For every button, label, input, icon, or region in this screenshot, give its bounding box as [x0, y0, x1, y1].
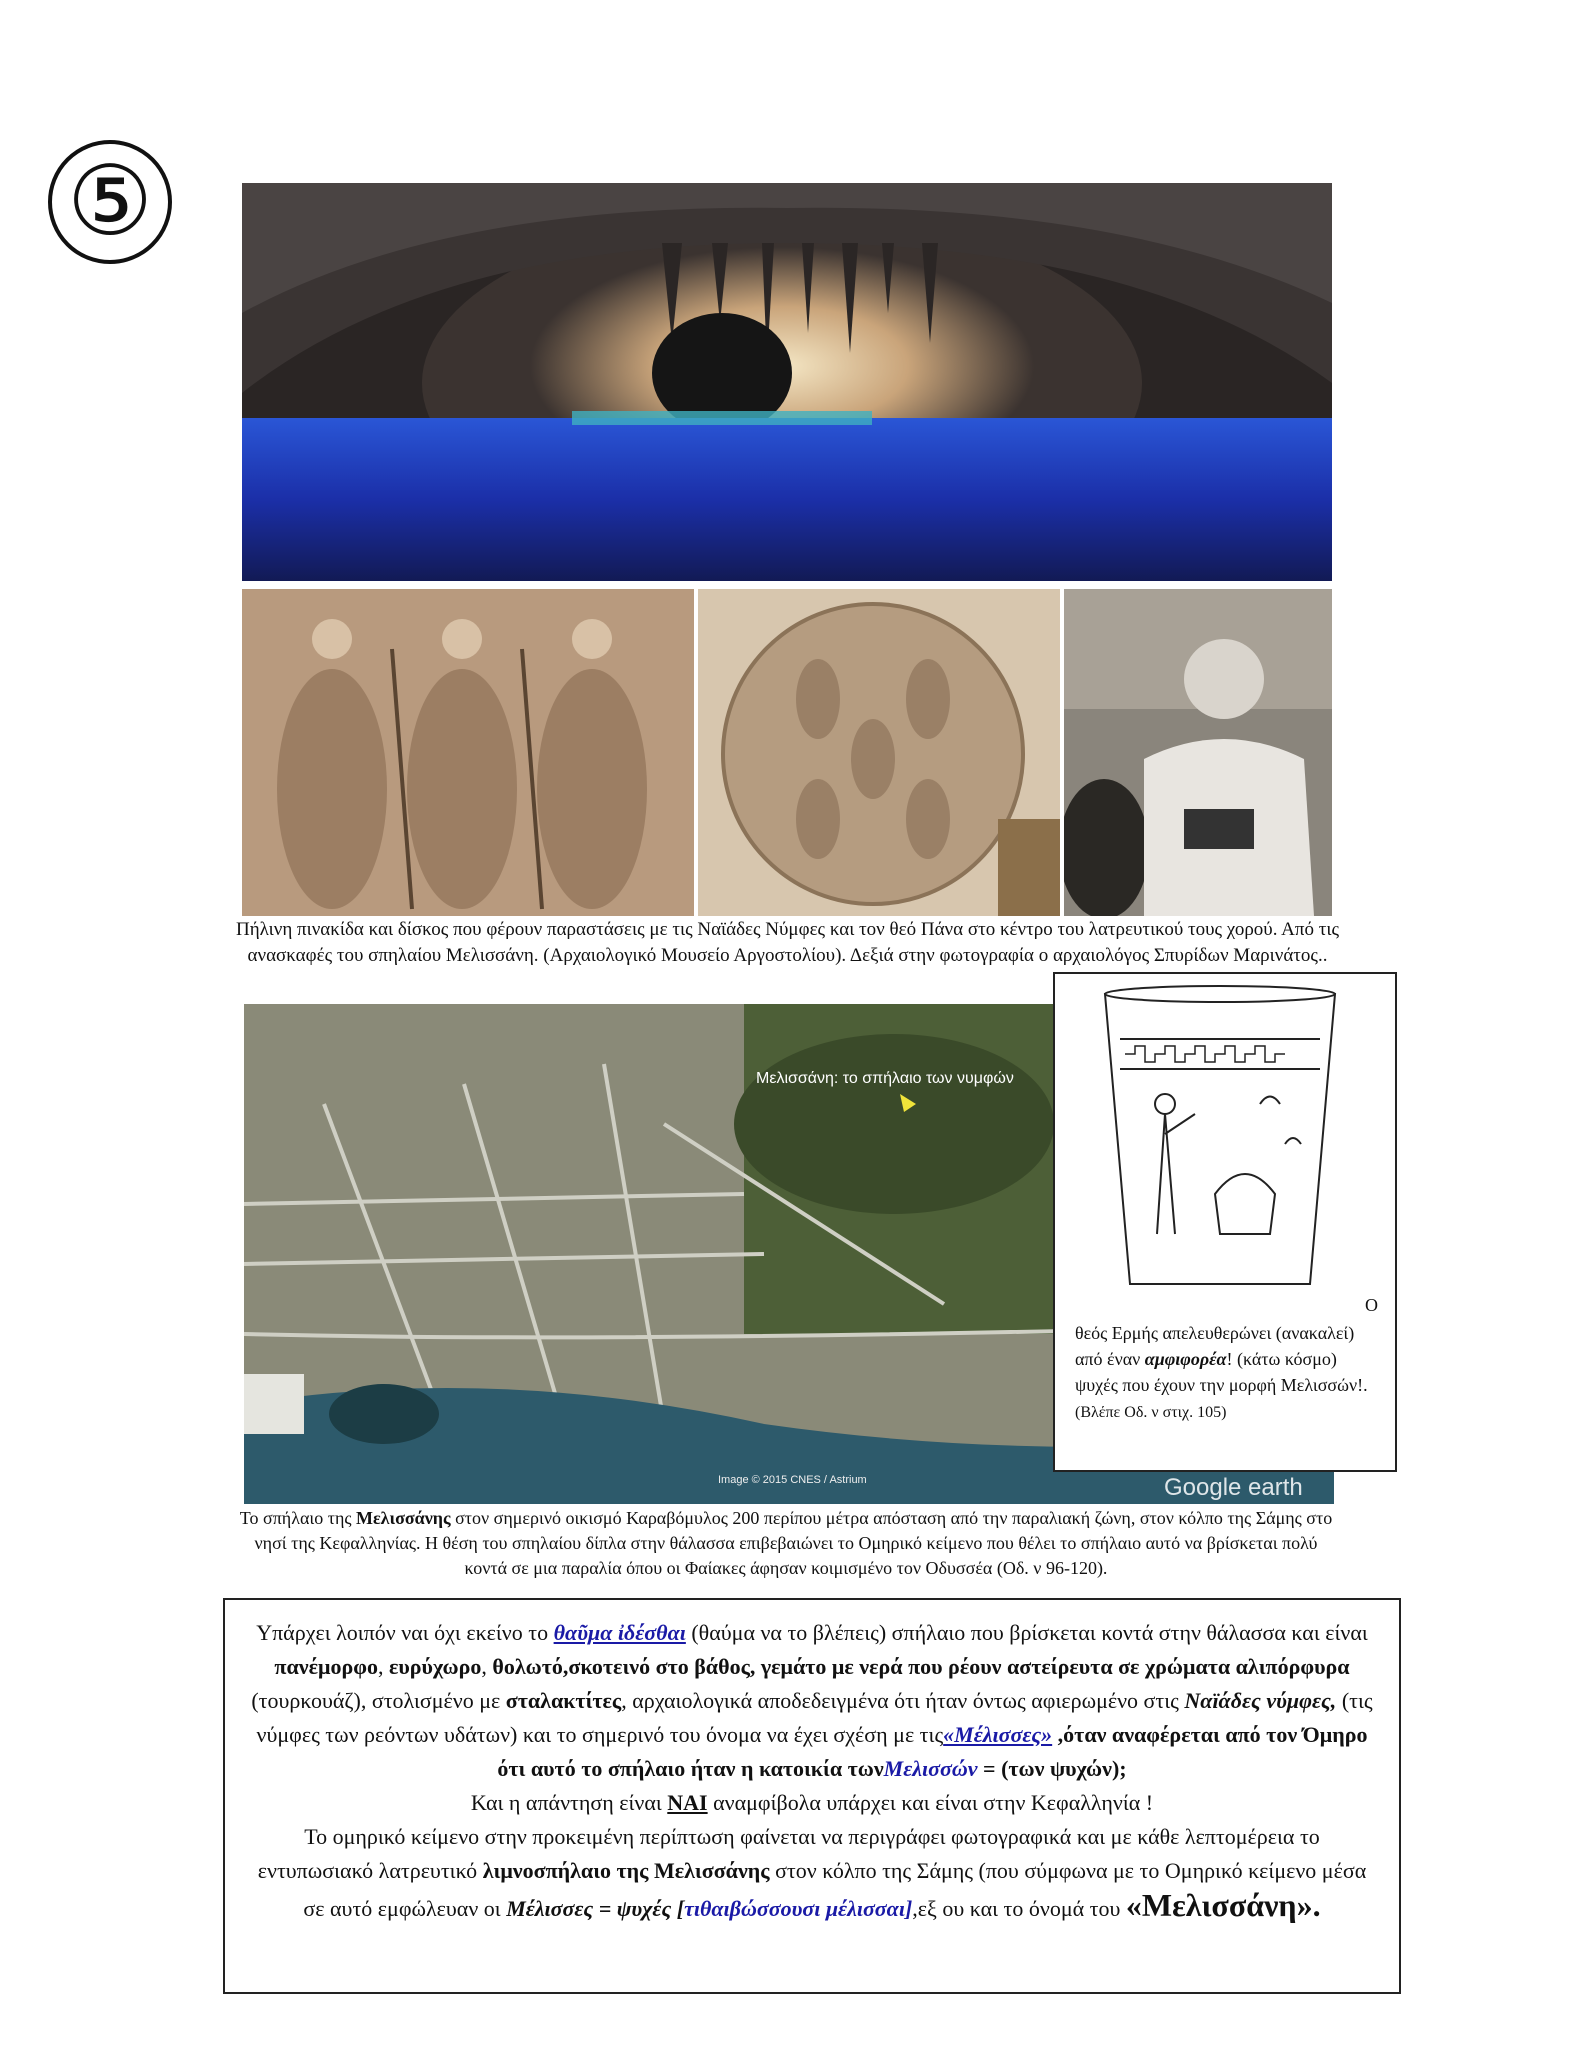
cave-photo [242, 183, 1332, 581]
vase-text-1: θεός Ερμής απελευθερώνει (ανακαλεί) από έναν [1075, 1323, 1355, 1369]
main-paragraph-1: Υπάρχει λοιπόν ναι όχι εκείνο το θαῦμα ἰδέσθαι (θαύμα να το βλέπεις) σπήλαιο που βρίσκεται κοντά στην θάλασσα και είναι πανέμορφο, ευρύχωρο, θολωτό,σκοτεινό στο βάθος, γεμάτο με νερά που ρέουν αστείρευτα σε χρώματα αλιπόρφυρα (τουρκουάζ), στολισμένο με σταλακτίτες, αρχαιολογικά αποδεδειγμένα ότι ήταν όντως αφιερωμένο στις Ναϊάδες νύμφες, (τις νύμφες των ρεόντων υδάτων) και το σημερινό του όνομα να έχει σχέση με τις«Μέλισσες» ,όταν αναφέρεται από τον Όμηρο ότι αυτό το σπήλαιο ήταν η κατοικία τωνΜελισσών = (των ψυχών); [251, 1620, 1373, 1781]
caption-map-c: στον σημερινό οικισμό Καραβόμυλος 200 περίπου μέτρα απόσταση από την παραλιακή ζώνη, στον κόλπο της Σάμης στο νησί της Κεφαλληνίας. Η θέση του σπηλαίου δίπλα στην θάλασσα επιβεβαιώνει το Ομηρικό κείμενο που θέλει το σπήλαιο αυτό να βρίσκεται πολύ κοντά σε μια παραλία όπου οι Φαίακες άφησαν κοιμισμένο τον Οδυσσέα (Οδ. ν 96-120). [254, 1508, 1333, 1578]
vase-lead: Ο [1365, 1295, 1378, 1315]
vase-text-3: ! (κάτω κόσμο) ψυχές που έχουν την μορφή Μελισσών!. [1075, 1349, 1368, 1395]
vase-caption [1075, 1320, 1375, 1462]
caption-map-b: Μελισσάνης [356, 1508, 451, 1528]
main-paragraph-2: Και η απάντηση είναι ΝΑΙ αναμφίβολα υπάρχει και είναι στην Κεφαλληνία ! [470, 1790, 1154, 1815]
melisses-link[interactable]: «Μέλισσες» [943, 1722, 1053, 1747]
disc-photo [698, 589, 1060, 916]
marinatos-photo [1064, 589, 1332, 916]
map-credit: Image © 2015 CNES / Astrium [718, 1474, 867, 1486]
caption-map-a: Το σπήλαιο της [239, 1508, 356, 1528]
vase-text-2: αμφιφορέα [1144, 1349, 1227, 1369]
main-text-box [223, 1598, 1401, 1994]
vase-text-4: (Βλέπε Οδ. ν στιχ. 105) [1075, 1404, 1227, 1421]
caption-top: Πήλινη πινακίδα και δίσκος που φέρουν παραστάσεις με τις Ναϊάδες Νύμφες και τον θεό Πάνα στο κέντρο του λατρευτικού τους χορού. Από τις ανασκαφές του σπηλαίου Μελισσάνη. (Αρχαιολογικό Μουσείο Αργοστολίου). Δεξιά στην φωτογραφία ο αρχαιολόγος Σπυρίδων Μαρινάτος.. [235, 919, 1339, 966]
thauma-link[interactable]: θαῦμα ἰδέσθαι [553, 1620, 686, 1645]
map-label: Μελισσάνη: το σπήλαιο των νυμφών [756, 1070, 1014, 1087]
vase-box [1053, 972, 1397, 1472]
main-paragraph-3: Το ομηρικό κείμενο στην προκειμένη περίπτωση φαίνεται να περιγράφει φωτογραφικά και με κάθε λεπτομέρεια το εντυπωσιακό λατρευτικό λιμνοσπήλαιο της Μελισσάνης στον κόλπο της Σάμης (που σύμφωνα με το Ομηρικό κείμενο μέσα σε αυτό εμφώλευαν οι Μέλισσες = ψυχές [τιθαιβώσσουσι μέλισσαι],εξ ου και το όνομά του «Μελισσάνη». [257, 1824, 1367, 1923]
vase-drawing [1095, 984, 1345, 1294]
relief-photo [242, 589, 694, 916]
caption-map [232, 1506, 1340, 1581]
map-logo: Google earth [1164, 1474, 1303, 1501]
page-number: ⑤ [48, 140, 172, 264]
